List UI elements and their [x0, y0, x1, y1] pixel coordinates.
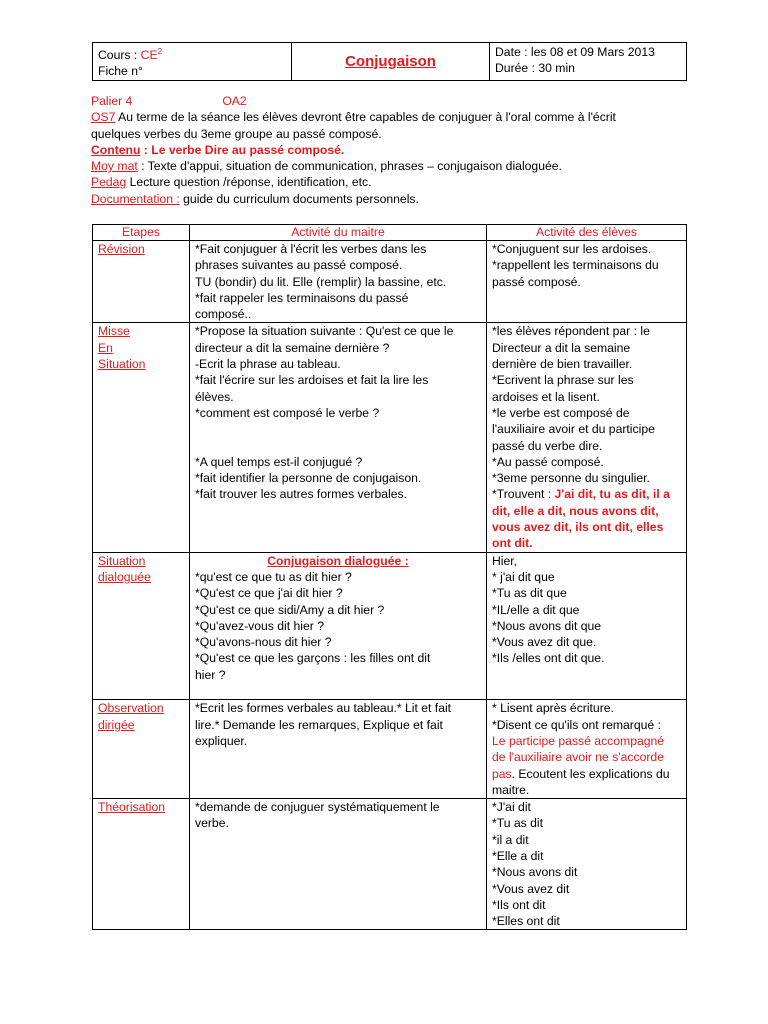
list-item: Hier,: [492, 553, 518, 568]
table-row-theorisation: [93, 799, 687, 930]
documentation-line: [91, 191, 691, 207]
pedag-label: Pedag: [91, 175, 127, 190]
contenu-line: [91, 142, 691, 158]
fiche-label: Fiche n°: [98, 64, 143, 79]
col-header-maitre: Activité du maitre: [190, 225, 487, 241]
list-item: *Qu'est ce que sidi/Amy a dit hier ?: [195, 602, 385, 617]
list-item: *Qu'avez-vous dit hier ?: [195, 618, 325, 633]
list-item: *3eme personne du singulier.: [492, 471, 650, 486]
list-item: *Tu as dit: [492, 816, 544, 831]
list-item: hier ?: [195, 667, 226, 682]
list-item: *Nous avons dit: [492, 865, 578, 880]
list-item: *Elles ont dit: [492, 914, 560, 929]
etape-label: Observation: [98, 701, 164, 716]
list-item: passé du verbe dire.: [492, 438, 603, 453]
list-item: *fait identifier la personne de conjugaison.: [195, 471, 422, 486]
list-item: élèves.: [195, 389, 234, 404]
pedag-text: Lecture question /réponse, identification, etc.: [126, 175, 372, 190]
trouvent-label: *Trouvent :: [492, 487, 555, 502]
list-item: *A quel temps est-il conjugué ?: [195, 454, 363, 469]
cours-sup: 2: [157, 47, 163, 56]
maitre-theorisation: [190, 799, 487, 930]
os7-label: OS7: [91, 110, 116, 125]
list-item: Directeur a dit la semaine: [492, 340, 631, 355]
cours-label: Cours :: [98, 48, 141, 63]
list-item: *Ecrit les formes verbales au tableau.* Lit et fait: [195, 701, 452, 716]
maitre-observation: [190, 700, 487, 799]
list-item: expliquer.: [195, 733, 248, 748]
list-item: *Conjuguent sur les ardoises.: [492, 242, 652, 256]
maitre-revision: [190, 241, 487, 323]
list-item: *Qu'est ce que j'ai dit hier ?: [195, 586, 343, 601]
list-item: verbe.: [195, 816, 229, 831]
list-item: *le verbe est composé de: [492, 405, 630, 420]
table-row-situation: [93, 323, 687, 552]
list-item: TU (bondir) du lit. Elle (remplir) la bassine, etc.: [195, 274, 447, 289]
moymat-label: Moy mat: [91, 159, 138, 174]
list-item: *Elle a dit: [492, 848, 544, 863]
list-item: *Nous avons dit que: [492, 618, 602, 633]
contenu-label: Contenu: [91, 142, 141, 157]
maitre-situation: [190, 323, 487, 552]
list-item: *Vous avez dit que.: [492, 635, 597, 650]
list-item: -Ecrit la phrase au tableau.: [195, 357, 341, 372]
list-item: *fait trouver les autres formes verbales.: [195, 487, 408, 502]
date-cell: [490, 43, 687, 81]
palier-line: [91, 93, 691, 109]
list-item: *Ils ont dit: [492, 897, 546, 912]
table-row-dialoguee: [93, 552, 687, 700]
etape-situation: [93, 323, 190, 552]
doc-text: guide du curriculum documents personnels.: [179, 191, 419, 206]
moymat-text: : Texte d'appui, situation de communication, phrases – conjugaison dialoguée.: [137, 159, 562, 174]
etape-label: Situation: [98, 357, 146, 372]
dialoguee-title: Conjugaison dialoguée :: [267, 553, 409, 568]
trouvent-text: J'ai dit, tu as dit, il a dit, elle a dit, nous avons dit, vous avez dit, ils ont dit, elles ont dit.: [492, 487, 670, 551]
list-item: *fait l'écrire sur les ardoises et fait la lire les: [195, 373, 429, 388]
etape-label: En: [98, 340, 113, 355]
etape-label: dialoguée: [98, 569, 151, 584]
remark-item: [492, 733, 681, 798]
list-item: phrases suivantes au passé composé.: [195, 258, 403, 273]
moymat-line: [91, 158, 691, 174]
eleves-revision: [487, 241, 687, 323]
list-item: *qu'est ce que tu as dit hier ?: [195, 569, 352, 584]
list-item: *demande de conjuguer systématiquement le: [195, 800, 440, 815]
list-item: *Ecrivent la phrase sur les: [492, 373, 634, 388]
list-item: * Lisent après écriture.: [492, 701, 614, 716]
eleves-situation: [487, 323, 687, 552]
list-item: *Ils /elles ont dit que.: [492, 651, 605, 666]
list-item: *comment est composé le verbe ?: [195, 405, 380, 420]
list-item: *Fait conjuguer à l'écrit les verbes dans les: [195, 242, 427, 256]
list-item: *Vous avez dit: [492, 881, 570, 896]
participe-remark: Le participe passé accompagné de l'auxiliaire avoir ne s'accorde pas: [492, 733, 665, 781]
oa-text: OA2: [222, 94, 247, 108]
duree-text: Durée : 30 min: [495, 61, 575, 75]
list-item: *Propose la situation suivante : Qu'est ce que le: [195, 324, 454, 339]
list-item: ardoises et la lisent.: [492, 389, 600, 404]
etape-dialoguee: [93, 552, 190, 700]
etape-label: Misse: [98, 324, 130, 339]
title-cell: [292, 43, 490, 81]
list-item: *Tu as dit que: [492, 586, 567, 601]
table-header-row: [93, 225, 687, 241]
list-item: *les élèves répondent par : le: [492, 324, 650, 339]
list-item: dernière de bien travailler.: [492, 357, 633, 372]
list-item: *Qu'avons-nous dit hier ?: [195, 635, 332, 650]
maitre-dialoguee: [190, 552, 487, 700]
col-header-etapes: Etapes: [93, 225, 190, 241]
trouvent-item: [492, 486, 681, 551]
col-header-eleves: Activité des élèves: [487, 225, 687, 241]
list-item: passé composé.: [492, 274, 581, 289]
list-item: *fait rappeler les terminaisons du passé: [195, 290, 409, 305]
list-item: *il a dit: [492, 832, 529, 847]
page-title: Conjugaison: [345, 52, 436, 70]
eleves-dialoguee: [487, 552, 687, 700]
etape-label: Révision: [98, 242, 145, 256]
list-item: lire.* Demande les remarques, Explique et fait: [195, 717, 443, 732]
date-text: Date : les 08 et 09 Mars 2013: [495, 45, 655, 59]
contenu-text: : Le verbe Dire au passé composé.: [140, 142, 345, 157]
table-row-revision: [93, 241, 687, 323]
list-item: * j'ai dit que: [492, 569, 555, 584]
list-item: *Disent ce qu'ils ont remarqué :: [492, 717, 661, 732]
list-item: *IL/elle a dit que: [492, 602, 580, 617]
list-item: directeur a dit la semaine dernière ?: [195, 340, 390, 355]
etape-revision: [93, 241, 190, 323]
pedag-line: [91, 174, 691, 190]
list-item: *Qu'est ce que les garçons : les filles ont dit: [195, 651, 431, 666]
os7-line-2: quelques verbes du 3eme groupe au passé composé.: [91, 126, 382, 141]
os7-text-1: Au terme de la séance les élèves devront être capables de conjuguer à l'oral comme à l'écrit: [115, 110, 616, 125]
etape-label: dirigée: [98, 717, 135, 732]
palier-text: Palier 4: [91, 94, 133, 108]
doc-label: Documentation :: [91, 191, 180, 206]
etape-theorisation: [93, 799, 190, 930]
intro-block: [91, 93, 691, 207]
table-row-observation: [93, 700, 687, 799]
etape-label: Situation: [98, 553, 146, 568]
os7-line: [91, 109, 691, 125]
list-item: composé..: [195, 307, 252, 322]
ecoutent-text: . Ecoutent les explications du maitre.: [492, 766, 670, 797]
header-table: [92, 42, 687, 81]
lesson-table: [92, 224, 687, 930]
eleves-theorisation: [487, 799, 687, 930]
list-item: *J'ai dit: [492, 800, 531, 815]
list-item: *rappellent les terminaisons du: [492, 258, 659, 273]
cours-value: CE: [140, 48, 158, 63]
etape-observation: [93, 700, 190, 799]
list-item: *Au passé composé.: [492, 454, 604, 469]
cours-cell: [93, 43, 292, 81]
eleves-observation: [487, 700, 687, 799]
etape-label: Théorisation: [98, 800, 166, 815]
list-item: l'auxiliaire avoir et du participe: [492, 422, 655, 437]
